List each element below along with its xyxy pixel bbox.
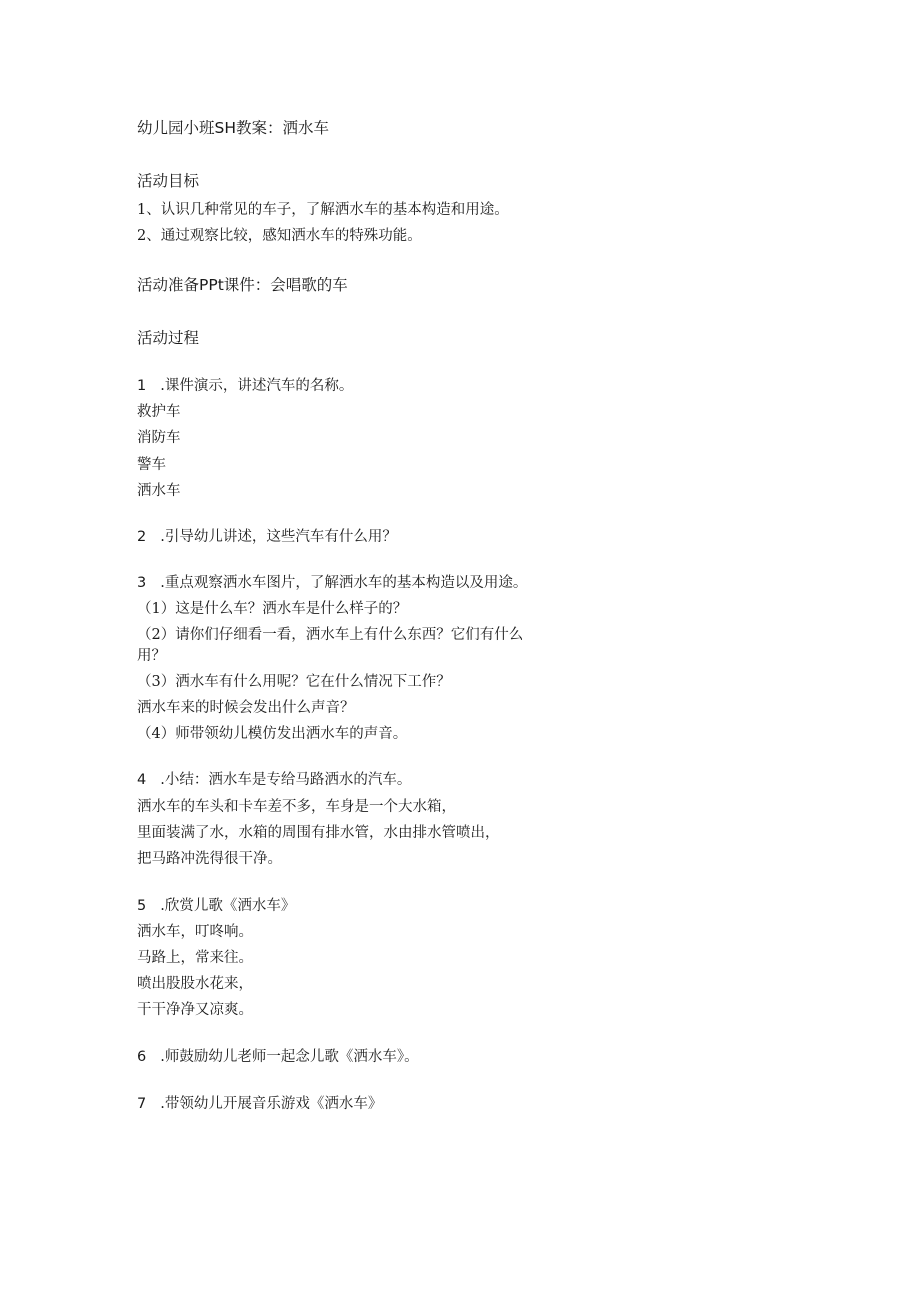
vehicle-item: 警车 <box>137 457 166 473</box>
question-2-cont: 用？ <box>137 648 166 664</box>
step-text: .小结：洒水车是专给马路洒水的汽车。 <box>160 772 412 788</box>
step-5 <box>137 899 295 914</box>
step-number: 7 <box>137 1096 147 1112</box>
step-number: 3 <box>137 575 147 591</box>
goals-heading: 活动目标 <box>137 172 200 190</box>
step-7 <box>137 1097 382 1112</box>
vehicle-item: 救护车 <box>137 404 181 420</box>
step-number: 5 <box>137 898 147 914</box>
step-3 <box>137 576 527 591</box>
question-1: （1）这是什么车？洒水车是什么样子的？ <box>137 601 408 617</box>
step-text: .课件演示，讲述汽车的名称。 <box>160 378 354 394</box>
poem-line: 马路上，常来往。 <box>137 950 253 966</box>
process-heading: 活动过程 <box>137 329 200 347</box>
question-2: （2）请你们仔细看一看，洒水车上有什么东西？它们有什么 <box>137 627 524 643</box>
goal-1: 1、认识几种常见的车子，了解洒水车的基本构造和用途。 <box>137 202 509 218</box>
step-number: 4 <box>137 772 147 788</box>
step-number: 6 <box>137 1049 147 1065</box>
step-text: .带领幼儿开展音乐游戏《洒水车》 <box>160 1096 383 1112</box>
step-text: .重点观察洒水车图片，了解洒水车的基本构造以及用途。 <box>160 575 528 591</box>
step-1 <box>137 379 353 394</box>
goal-2: 2、通过观察比较，感知洒水车的特殊功能。 <box>137 228 422 244</box>
poem-line: 喷出股股水花来， <box>137 976 253 992</box>
summary-line: 洒水车的车头和卡车差不多，车身是一个大水箱， <box>137 799 456 815</box>
summary-line: 里面装满了水，水箱的周围有排水管，水由排水管喷出， <box>137 825 500 841</box>
poem-line: 洒水车，叮咚响。 <box>137 924 253 940</box>
question-3-cont: 洒水车来的时候会发出什么声音？ <box>137 700 355 716</box>
document-title: 幼儿园小班SH教案：洒水车 <box>137 119 329 137</box>
step-6 <box>137 1050 419 1065</box>
poem-line: 干干净净又凉爽。 <box>137 1002 253 1018</box>
step-2 <box>137 530 397 545</box>
step-number: 1 <box>137 378 147 394</box>
vehicle-item: 洒水车 <box>137 483 181 499</box>
step-text: .欣赏儿歌《洒水车》 <box>160 898 296 914</box>
vehicle-item: 消防车 <box>137 430 181 446</box>
summary-line: 把马路冲洗得很干净。 <box>137 851 282 867</box>
step-number: 2 <box>137 529 147 545</box>
preparation: 活动准备PPt课件：会唱歌的车 <box>137 276 348 294</box>
step-text: .师鼓励幼儿老师一起念儿歌《洒水车》。 <box>160 1049 419 1065</box>
step-text: .引导幼儿讲述，这些汽车有什么用？ <box>160 529 397 545</box>
question-3: （3）洒水车有什么用呢？它在什么情况下工作？ <box>137 674 451 690</box>
question-4: （4）师带领幼儿模仿发出洒水车的声音。 <box>137 726 408 742</box>
step-4 <box>137 773 411 788</box>
